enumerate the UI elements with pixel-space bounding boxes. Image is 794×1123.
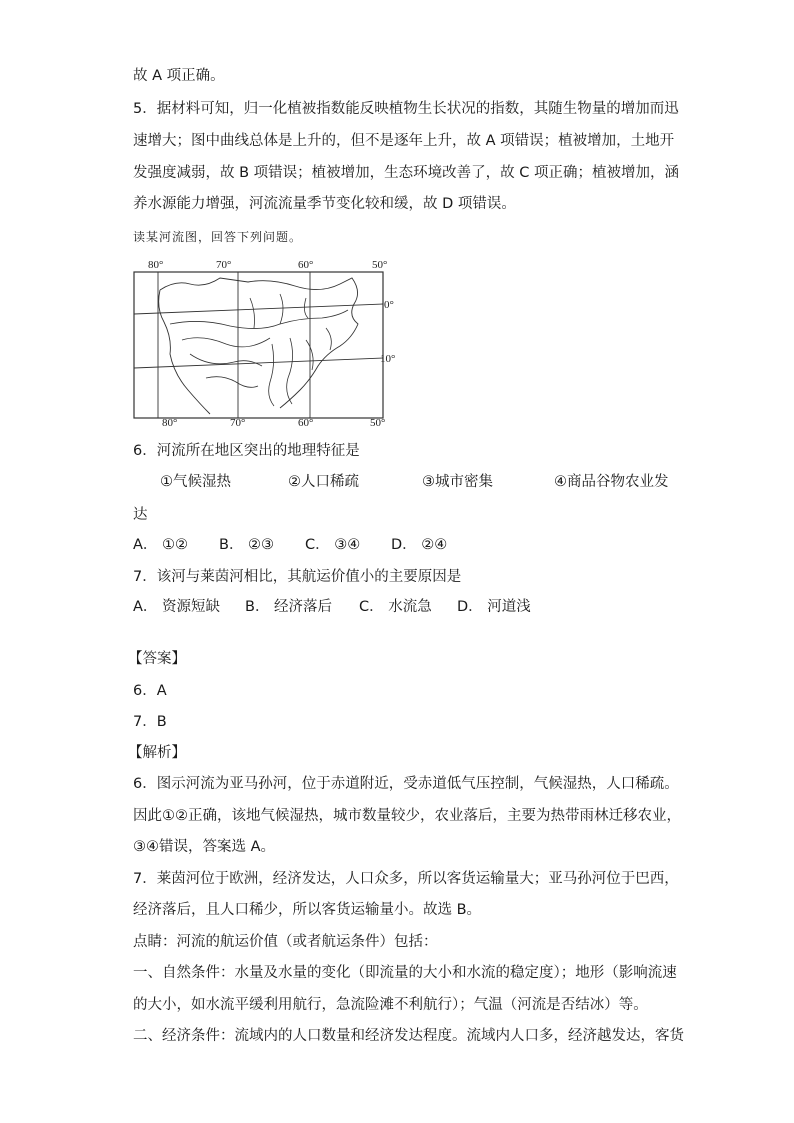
analysis-heading: 【解析】 — [128, 745, 186, 761]
right-label-0: 0° — [384, 299, 394, 311]
analysis-line-8: 的大小，如水流平缓利用航行，急流险滩不利航行）；气温（河流是否结冰）等。 — [133, 997, 648, 1013]
bottom-label-60: 60° — [298, 417, 314, 429]
q7-option-c: C． 水流急 — [359, 599, 432, 615]
amazon-river — [170, 294, 348, 406]
answer-7: 7．B — [133, 714, 167, 730]
q6-wrap: 达 — [133, 507, 148, 523]
analysis-line-5: 经济落后，且人口稀少，所以客货运输量小。故选 B。 — [133, 902, 482, 918]
answer-6: 6．A — [133, 683, 167, 699]
q5-line-2: 速增大；图中曲线总体是上升的，但不是逐年上升，故 A 项错误；植被增加，土地开 — [133, 133, 675, 149]
q6-option-b: B． ②③ — [219, 537, 275, 553]
bottom-label-70: 70° — [230, 417, 246, 429]
analysis-line-4: 7．莱茵河位于欧洲，经济发达，人口众多，所以客货运输量大；亚马孙河位于巴西， — [133, 871, 679, 887]
analysis-line-7: 一、自然条件：水量及水量的变化（即流量的大小和水流的稳定度）；地形（影响流速 — [133, 965, 677, 981]
answer-heading: 【答案】 — [128, 651, 186, 667]
bottom-label-50: 50° — [370, 417, 386, 429]
q7-options — [133, 597, 531, 617]
bottom-label-80: 80° — [162, 417, 178, 429]
q6-item-2: ②人口稀疏 — [288, 474, 359, 490]
q6-item-4: ④商品谷物农业发 — [554, 474, 669, 490]
coastline — [159, 278, 358, 414]
q7-option-b: B． 经济落后 — [245, 599, 333, 615]
analysis-line-6: 点睛：河流的航运价值（或者航运条件）包括： — [133, 934, 438, 950]
map-frame — [134, 272, 383, 418]
q7-option-d: D． 河道浅 — [457, 599, 531, 615]
analysis-line-9: 二、经济条件：流域内的人口数量和经济发达程度。流域内人口多，经济越发达，客货 — [133, 1028, 684, 1044]
q7-stem: 7．该河与莱茵河相比，其航运价值小的主要原因是 — [133, 569, 462, 585]
question-prompt: 读某河流图，回答下列问题。 — [133, 230, 303, 244]
q6-option-d: D． ②④ — [391, 537, 448, 553]
map-grid — [134, 272, 383, 418]
q5-tail: 故 A 项正确。 — [133, 68, 225, 84]
q7-option-a: A． 资源短缺 — [133, 599, 221, 615]
top-label-80: 80° — [148, 259, 164, 271]
top-label-70: 70° — [216, 259, 232, 271]
analysis-line-1: 6．图示河流为亚马孙河，位于赤道附近，受赤道低气压控制，气候湿热，人口稀疏。 — [133, 776, 679, 792]
river-map — [130, 258, 396, 429]
q6-stem: 6．河流所在地区突出的地理特征是 — [133, 443, 360, 459]
q6-item-1: ①气候湿热 — [160, 474, 231, 490]
right-label-10: 10° — [380, 353, 396, 365]
q6-item-3: ③城市密集 — [422, 474, 493, 490]
top-label-60: 60° — [298, 259, 314, 271]
q5-line-1: 5．据材料可知，归一化植被指数能反映植物生长状况的指数，其随生物量的增加而迅 — [133, 101, 679, 117]
q5-line-3: 发强度减弱，故 B 项错误；植被增加，生态环境改善了，故 C 项正确；植被增加，涵 — [133, 165, 680, 181]
q6-option-a: A． ①② — [133, 537, 189, 553]
analysis-line-3: ③④错误，答案选 A。 — [133, 839, 276, 855]
top-label-50: 50° — [372, 259, 388, 271]
q6-items — [160, 472, 669, 492]
q6-option-c: C． ③④ — [305, 537, 361, 553]
q5-line-4: 养水源能力增强，河流流量季节变化较和缓，故 D 项错误。 — [133, 196, 516, 212]
analysis-line-2: 因此①②正确，该地气候湿热，城市数量较少，农业落后，主要为热带雨林迁移农业， — [133, 808, 681, 824]
q6-options — [133, 535, 447, 555]
